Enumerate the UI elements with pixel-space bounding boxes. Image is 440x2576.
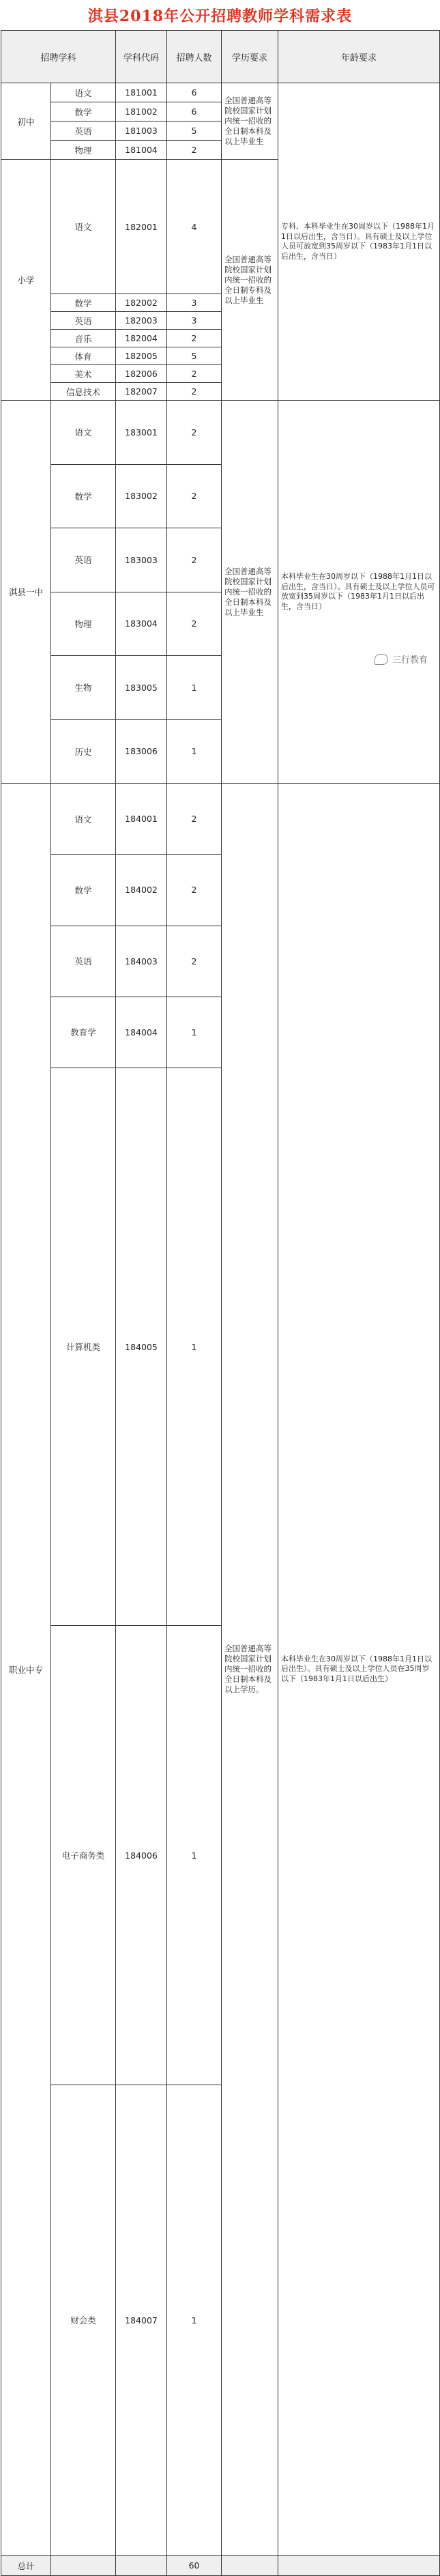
code-cell: 182003 xyxy=(116,312,167,330)
subject-cell: 美术 xyxy=(51,365,116,383)
count-cell: 1 xyxy=(167,997,222,1068)
education-cell: 全国普通高等院校国家计划内统一招收的全日制本科及以上学历。 xyxy=(222,784,278,2556)
code-cell: 181003 xyxy=(116,121,167,141)
count-cell: 6 xyxy=(167,102,222,121)
subject-cell: 信息技术 xyxy=(51,383,116,401)
table-row xyxy=(1,83,440,102)
level-cell: 职业中专 xyxy=(1,784,51,2556)
header-education: 学历要求 xyxy=(222,31,278,83)
count-cell: 3 xyxy=(167,294,222,312)
count-cell: 3 xyxy=(167,312,222,330)
count-cell: 1 xyxy=(167,2085,222,2556)
total-count: 60 xyxy=(167,2556,222,2576)
code-cell: 181004 xyxy=(116,141,167,160)
count-cell: 2 xyxy=(167,401,222,465)
count-cell: 2 xyxy=(167,330,222,347)
subject-cell: 数学 xyxy=(51,464,116,528)
subject-cell: 历史 xyxy=(51,719,116,784)
table-row xyxy=(1,784,440,855)
subject-cell: 计算机类 xyxy=(51,1068,116,1626)
count-cell: 1 xyxy=(167,1626,222,2085)
age-cell: 本科毕业生在30周岁以下（1988年1月1日以后出生，含当日）。具有硕士及以上学位人员可放宽到35周岁以下（1983年1月1日以后出生，含当日） xyxy=(278,401,440,784)
level-cell: 初中 xyxy=(1,83,51,160)
watermark-text: 三行教育 xyxy=(392,655,428,666)
age-cell: 专科、本科毕业生在30周岁以下（1988年1月1日以后出生，含当日）。具有硕士及以上学位人员可放宽到35周岁以下（1983年1月1日以后出生，含当日） xyxy=(278,83,440,401)
count-cell: 4 xyxy=(167,160,222,294)
count-cell: 1 xyxy=(167,1068,222,1626)
subject-cell: 英语 xyxy=(51,528,116,592)
code-cell: 182002 xyxy=(116,294,167,312)
subject-cell: 语文 xyxy=(51,784,116,855)
code-cell: 182006 xyxy=(116,365,167,383)
code-cell: 184006 xyxy=(116,1626,167,2085)
subject-cell: 数学 xyxy=(51,855,116,926)
count-cell: 6 xyxy=(167,83,222,102)
code-cell: 182005 xyxy=(116,347,167,365)
watermark xyxy=(375,653,428,666)
code-cell: 183002 xyxy=(116,464,167,528)
count-cell: 1 xyxy=(167,656,222,720)
header-row xyxy=(1,31,440,83)
code-cell: 182004 xyxy=(116,330,167,347)
subject-cell: 英语 xyxy=(51,926,116,997)
code-cell: 182001 xyxy=(116,160,167,294)
education-cell: 全国普通高等院校国家计划内统一招收的全日制本科及以上毕业生 xyxy=(222,401,278,784)
wechat-icon xyxy=(375,654,388,665)
subject-cell: 语文 xyxy=(51,401,116,465)
code-cell: 184003 xyxy=(116,926,167,997)
code-cell: 182007 xyxy=(116,383,167,401)
count-cell: 2 xyxy=(167,926,222,997)
header-code: 学科代码 xyxy=(116,31,167,83)
count-cell: 2 xyxy=(167,528,222,592)
total-row xyxy=(1,2556,440,2576)
code-cell: 181001 xyxy=(116,83,167,102)
header-count: 招聘人数 xyxy=(167,31,222,83)
subject-cell: 语文 xyxy=(51,160,116,294)
code-cell: 184001 xyxy=(116,784,167,855)
code-cell: 183005 xyxy=(116,656,167,720)
level-cell: 淇县一中 xyxy=(1,401,51,784)
count-cell: 2 xyxy=(167,592,222,656)
count-cell: 2 xyxy=(167,141,222,160)
code-cell: 183004 xyxy=(116,592,167,656)
subject-cell: 语文 xyxy=(51,83,116,102)
education-cell: 全国普通高等院校国家计划内统一招收的全日制本科及以上毕业生 xyxy=(222,83,278,160)
recruitment-table xyxy=(1,30,440,2576)
education-cell: 全国普通高等院校国家计划内统一招收的全日制专科及以上毕业生 xyxy=(222,160,278,401)
count-cell: 2 xyxy=(167,464,222,528)
subject-cell: 体育 xyxy=(51,347,116,365)
count-cell: 2 xyxy=(167,365,222,383)
count-cell: 2 xyxy=(167,383,222,401)
subject-cell: 英语 xyxy=(51,312,116,330)
age-cell: 本科毕业生在30周岁以下（1988年1月1日以后出生）。具有硕士及以上学位人员在35周岁以下（1983年1月1日以后出生） xyxy=(278,784,440,2556)
count-cell: 2 xyxy=(167,855,222,926)
count-cell: 1 xyxy=(167,719,222,784)
page-title: 淇县2018年公开招聘教师学科需求表 xyxy=(87,7,353,25)
subject-cell: 物理 xyxy=(51,141,116,160)
code-cell: 183001 xyxy=(116,401,167,465)
code-cell: 184002 xyxy=(116,855,167,926)
code-cell: 184005 xyxy=(116,1068,167,1626)
count-cell: 5 xyxy=(167,347,222,365)
header-subject: 招聘学科 xyxy=(1,31,116,83)
table-row xyxy=(1,401,440,465)
subject-cell: 数学 xyxy=(51,102,116,121)
code-cell: 184007 xyxy=(116,2085,167,2556)
subject-cell: 英语 xyxy=(51,121,116,141)
code-cell: 183003 xyxy=(116,528,167,592)
subject-cell: 电子商务类 xyxy=(51,1626,116,2085)
code-cell: 184004 xyxy=(116,997,167,1068)
subject-cell: 生物 xyxy=(51,656,116,720)
code-cell: 181002 xyxy=(116,102,167,121)
count-cell: 2 xyxy=(167,784,222,855)
total-label: 总计 xyxy=(1,2556,51,2576)
code-cell: 183006 xyxy=(116,719,167,784)
subject-cell: 物理 xyxy=(51,592,116,656)
subject-cell: 音乐 xyxy=(51,330,116,347)
level-cell: 小学 xyxy=(1,160,51,401)
count-cell: 5 xyxy=(167,121,222,141)
header-age: 年龄要求 xyxy=(278,31,440,83)
subject-cell: 数学 xyxy=(51,294,116,312)
subject-cell: 教育学 xyxy=(51,997,116,1068)
subject-cell: 财会类 xyxy=(51,2085,116,2556)
